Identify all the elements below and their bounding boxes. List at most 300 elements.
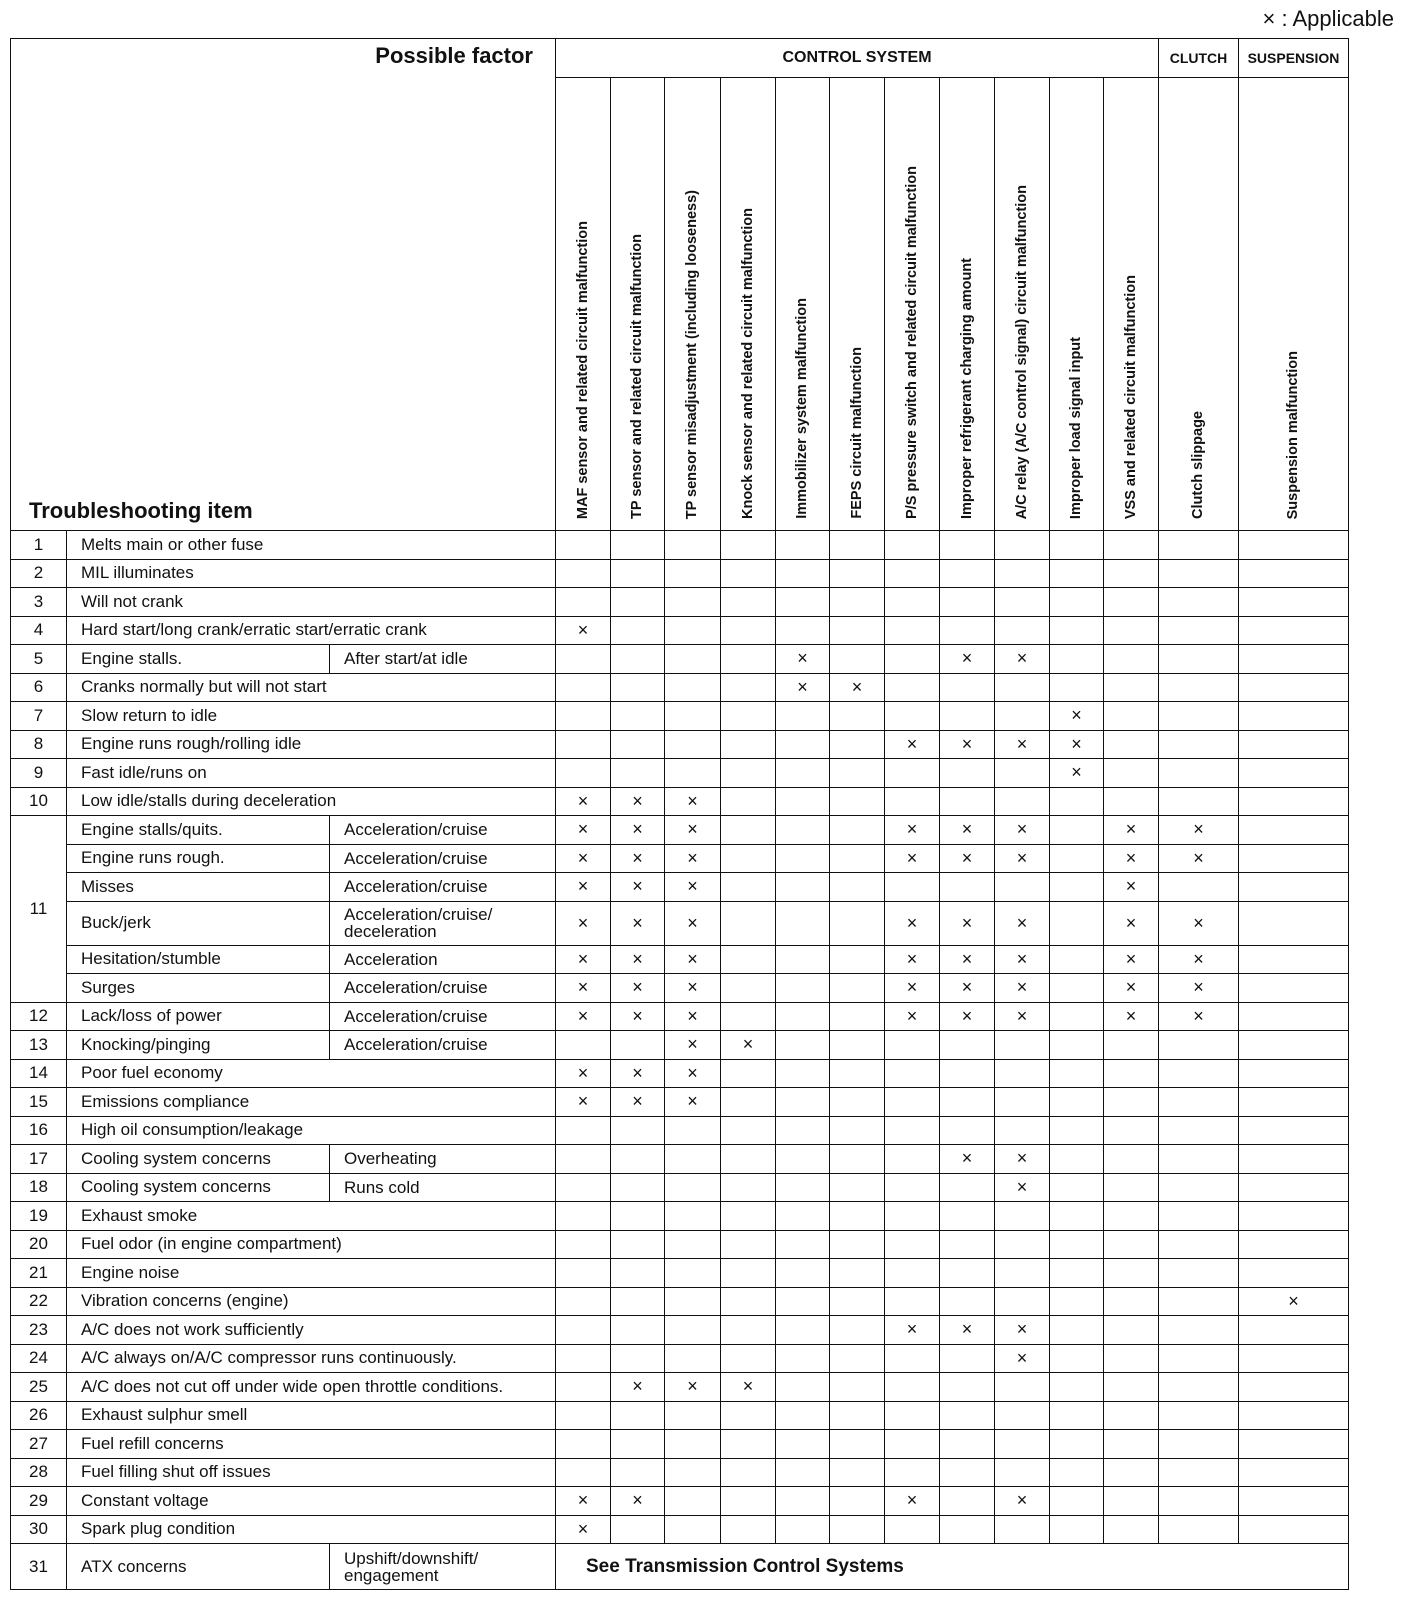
empty-cell — [830, 588, 885, 617]
factor-label: P/S pressure switch and related circuit malfunction — [903, 166, 920, 519]
condition-cell: Acceleration/cruise — [330, 1002, 556, 1031]
symptom-cell: Constant voltage — [67, 1487, 556, 1516]
empty-cell — [885, 1230, 940, 1259]
factor-label: Improper load signal input — [1068, 336, 1084, 519]
empty-cell — [721, 1430, 776, 1459]
applicable-mark: × — [995, 1316, 1050, 1345]
symptom-cell: Buck/jerk — [67, 901, 330, 945]
empty-cell — [1050, 844, 1104, 873]
empty-cell — [940, 873, 995, 902]
table-row — [11, 759, 1349, 788]
empty-cell — [1050, 616, 1104, 645]
legend-applicable: × : Applicable — [1262, 6, 1394, 31]
table-row — [11, 702, 1349, 731]
empty-cell — [776, 901, 830, 945]
empty-cell — [721, 945, 776, 974]
empty-cell — [885, 1430, 940, 1459]
table-row — [11, 787, 1349, 816]
empty-cell — [665, 673, 721, 702]
table-row — [11, 1259, 1349, 1288]
row-number: 31 — [11, 1544, 67, 1590]
empty-cell — [611, 1145, 665, 1174]
empty-cell — [665, 588, 721, 617]
row-number: 4 — [11, 616, 67, 645]
empty-cell — [1239, 1230, 1349, 1259]
factor-header — [1104, 78, 1159, 531]
factor-label: TP sensor misadjustment (including looseness) — [684, 189, 700, 519]
row-number: 15 — [11, 1088, 67, 1117]
empty-cell — [721, 787, 776, 816]
empty-cell — [1159, 1031, 1239, 1060]
empty-cell — [776, 1344, 830, 1373]
empty-cell — [830, 1287, 885, 1316]
applicable-mark: × — [995, 1344, 1050, 1373]
empty-cell — [665, 645, 721, 674]
empty-cell — [1159, 1059, 1239, 1088]
empty-cell — [1159, 1515, 1239, 1544]
applicable-mark: × — [995, 1487, 1050, 1516]
empty-cell — [611, 1287, 665, 1316]
table-row — [11, 1145, 1349, 1174]
applicable-mark: × — [721, 1373, 776, 1402]
factor-label: MAF sensor and related circuit malfunction — [574, 220, 591, 519]
empty-cell — [1050, 559, 1104, 588]
table-row — [11, 945, 1349, 974]
applicable-mark: × — [1104, 1002, 1159, 1031]
empty-cell — [1239, 531, 1349, 560]
symptom-cell: Cooling system concerns — [67, 1145, 330, 1174]
empty-cell — [1104, 588, 1159, 617]
empty-cell — [940, 559, 995, 588]
empty-cell — [830, 1373, 885, 1402]
table-row — [11, 1344, 1349, 1373]
empty-cell — [885, 1059, 940, 1088]
empty-cell — [776, 1373, 830, 1402]
row-number: 30 — [11, 1515, 67, 1544]
empty-cell — [1239, 1059, 1349, 1088]
symptom-cell: Fuel filling shut off issues — [67, 1458, 556, 1487]
symptom-cell: Engine stalls/quits. — [67, 816, 330, 845]
empty-cell — [721, 1145, 776, 1174]
empty-cell — [1050, 1002, 1104, 1031]
empty-cell — [776, 1287, 830, 1316]
empty-cell — [940, 1059, 995, 1088]
applicable-mark: × — [556, 901, 611, 945]
empty-cell — [776, 1230, 830, 1259]
empty-cell — [940, 1458, 995, 1487]
empty-cell — [1159, 759, 1239, 788]
empty-cell — [665, 531, 721, 560]
applicable-mark: × — [995, 945, 1050, 974]
empty-cell — [830, 1088, 885, 1117]
factor-header — [1239, 78, 1349, 531]
applicable-mark: × — [1159, 1002, 1239, 1031]
table-row — [11, 645, 1349, 674]
empty-cell — [721, 1116, 776, 1145]
empty-cell — [556, 1344, 611, 1373]
empty-cell — [995, 1031, 1050, 1060]
see-transmission-note: See Transmission Control Systems — [556, 1544, 1349, 1590]
empty-cell — [995, 1059, 1050, 1088]
empty-cell — [721, 1088, 776, 1117]
empty-cell — [776, 702, 830, 731]
empty-cell — [1104, 1059, 1159, 1088]
empty-cell — [556, 1401, 611, 1430]
condition-cell: Acceleration/cruise — [330, 873, 556, 902]
empty-cell — [885, 1031, 940, 1060]
empty-cell — [556, 1316, 611, 1345]
empty-cell — [1104, 1401, 1159, 1430]
empty-cell — [1159, 1487, 1239, 1516]
empty-cell — [1159, 588, 1239, 617]
empty-cell — [885, 616, 940, 645]
empty-cell — [885, 787, 940, 816]
empty-cell — [611, 1230, 665, 1259]
empty-cell — [1104, 1373, 1159, 1402]
empty-cell — [1239, 1430, 1349, 1459]
empty-cell — [1239, 1316, 1349, 1345]
empty-cell — [995, 559, 1050, 588]
applicable-mark: × — [995, 844, 1050, 873]
empty-cell — [1104, 1287, 1159, 1316]
factor-header — [665, 78, 721, 531]
factor-header — [995, 78, 1050, 531]
empty-cell — [830, 1059, 885, 1088]
empty-cell — [556, 1202, 611, 1231]
empty-cell — [611, 1401, 665, 1430]
empty-cell — [940, 1515, 995, 1544]
empty-cell — [776, 1059, 830, 1088]
empty-cell — [776, 559, 830, 588]
applicable-mark: × — [611, 844, 665, 873]
troubleshooting-matrix — [10, 38, 1349, 1590]
table-row — [11, 1202, 1349, 1231]
empty-cell — [721, 901, 776, 945]
empty-cell — [665, 1173, 721, 1202]
symptom-cell: A/C always on/A/C compressor runs continuously. — [67, 1344, 556, 1373]
empty-cell — [721, 1202, 776, 1231]
group-header-row — [11, 39, 1349, 78]
row-number: 18 — [11, 1173, 67, 1202]
empty-cell — [885, 673, 940, 702]
empty-cell — [665, 1116, 721, 1145]
factor-label: Knock sensor and related circuit malfunction — [739, 207, 756, 519]
empty-cell — [1050, 1116, 1104, 1145]
empty-cell — [1239, 588, 1349, 617]
empty-cell — [556, 1458, 611, 1487]
empty-cell — [940, 1401, 995, 1430]
empty-cell — [556, 559, 611, 588]
empty-cell — [830, 1202, 885, 1231]
applicable-mark: × — [1159, 974, 1239, 1003]
empty-cell — [830, 816, 885, 845]
row-number: 16 — [11, 1116, 67, 1145]
empty-cell — [830, 559, 885, 588]
applicable-mark: × — [611, 787, 665, 816]
empty-cell — [885, 1202, 940, 1231]
empty-cell — [721, 702, 776, 731]
row-number: 27 — [11, 1430, 67, 1459]
empty-cell — [1050, 1373, 1104, 1402]
empty-cell — [776, 1002, 830, 1031]
empty-cell — [665, 730, 721, 759]
empty-cell — [830, 974, 885, 1003]
empty-cell — [1159, 645, 1239, 674]
empty-cell — [776, 531, 830, 560]
empty-cell — [611, 1316, 665, 1345]
empty-cell — [1239, 844, 1349, 873]
empty-cell — [721, 1487, 776, 1516]
empty-cell — [611, 1430, 665, 1459]
empty-cell — [995, 616, 1050, 645]
possible-factor-label: Possible factor — [375, 43, 533, 68]
empty-cell — [1239, 1401, 1349, 1430]
empty-cell — [665, 559, 721, 588]
empty-cell — [830, 531, 885, 560]
empty-cell — [940, 1287, 995, 1316]
symptom-cell: Slow return to idle — [67, 702, 556, 731]
empty-cell — [556, 702, 611, 731]
applicable-mark: × — [611, 974, 665, 1003]
empty-cell — [830, 1401, 885, 1430]
empty-cell — [1050, 1287, 1104, 1316]
empty-cell — [665, 1487, 721, 1516]
empty-cell — [611, 1031, 665, 1060]
table-row — [11, 1515, 1349, 1544]
symptom-cell: Engine noise — [67, 1259, 556, 1288]
applicable-mark: × — [665, 1059, 721, 1088]
factor-header — [776, 78, 830, 531]
empty-cell — [995, 1458, 1050, 1487]
empty-cell — [1159, 1344, 1239, 1373]
applicable-mark: × — [611, 1059, 665, 1088]
empty-cell — [885, 1287, 940, 1316]
applicable-mark: × — [885, 844, 940, 873]
empty-cell — [721, 1173, 776, 1202]
row-number: 8 — [11, 730, 67, 759]
empty-cell — [721, 616, 776, 645]
applicable-mark: × — [995, 1173, 1050, 1202]
empty-cell — [556, 1173, 611, 1202]
factor-label: VSS and related circuit malfunction — [1122, 274, 1139, 519]
condition-cell: Acceleration/cruise — [330, 844, 556, 873]
table-row — [11, 844, 1349, 873]
applicable-mark: × — [1104, 844, 1159, 873]
factor-label: Clutch slippage — [1190, 411, 1206, 519]
empty-cell — [885, 1259, 940, 1288]
empty-cell — [1050, 673, 1104, 702]
empty-cell — [776, 844, 830, 873]
applicable-mark: × — [995, 1002, 1050, 1031]
table-row — [11, 1088, 1349, 1117]
group-header-clutch: CLUTCH — [1159, 39, 1239, 78]
empty-cell — [1050, 531, 1104, 560]
empty-cell — [611, 730, 665, 759]
empty-cell — [830, 1173, 885, 1202]
row-number: 6 — [11, 673, 67, 702]
empty-cell — [995, 588, 1050, 617]
applicable-mark: × — [1050, 702, 1104, 731]
table-row — [11, 1059, 1349, 1088]
applicable-mark: × — [885, 901, 940, 945]
applicable-mark: × — [556, 974, 611, 1003]
applicable-mark: × — [1159, 816, 1239, 845]
empty-cell — [776, 816, 830, 845]
empty-cell — [1050, 787, 1104, 816]
table-row — [11, 873, 1349, 902]
empty-cell — [776, 1031, 830, 1060]
symptom-cell: Emissions compliance — [67, 1088, 556, 1117]
empty-cell — [995, 1401, 1050, 1430]
table-row — [11, 730, 1349, 759]
applicable-mark: × — [556, 1059, 611, 1088]
symptom-cell: Spark plug condition — [67, 1515, 556, 1544]
empty-cell — [1239, 901, 1349, 945]
empty-cell — [776, 1316, 830, 1345]
applicable-mark: × — [556, 787, 611, 816]
empty-cell — [1104, 1145, 1159, 1174]
applicable-mark: × — [1239, 1287, 1349, 1316]
empty-cell — [1159, 616, 1239, 645]
empty-cell — [1050, 1173, 1104, 1202]
empty-cell — [830, 787, 885, 816]
empty-cell — [665, 1430, 721, 1459]
empty-cell — [1159, 1430, 1239, 1459]
empty-cell — [1104, 1259, 1159, 1288]
empty-cell — [830, 901, 885, 945]
header-corner-cell — [11, 39, 556, 531]
table-row — [11, 588, 1349, 617]
applicable-mark: × — [556, 945, 611, 974]
empty-cell — [885, 1458, 940, 1487]
empty-cell — [1104, 673, 1159, 702]
empty-cell — [940, 1373, 995, 1402]
empty-cell — [556, 1116, 611, 1145]
empty-cell — [721, 645, 776, 674]
row-number: 22 — [11, 1287, 67, 1316]
empty-cell — [1159, 1088, 1239, 1117]
row-number: 2 — [11, 559, 67, 588]
empty-cell — [721, 1316, 776, 1345]
empty-cell — [1104, 1202, 1159, 1231]
empty-cell — [1239, 873, 1349, 902]
empty-cell — [665, 1230, 721, 1259]
symptom-cell: Will not crank — [67, 588, 556, 617]
empty-cell — [611, 531, 665, 560]
empty-cell — [1159, 1373, 1239, 1402]
empty-cell — [995, 1230, 1050, 1259]
applicable-mark: × — [776, 673, 830, 702]
table-row — [11, 1458, 1349, 1487]
empty-cell — [721, 1287, 776, 1316]
empty-cell — [885, 759, 940, 788]
row-number: 9 — [11, 759, 67, 788]
empty-cell — [885, 1173, 940, 1202]
empty-cell — [556, 588, 611, 617]
symptom-cell: Engine runs rough. — [67, 844, 330, 873]
empty-cell — [1104, 1430, 1159, 1459]
applicable-mark: × — [665, 873, 721, 902]
row-number: 25 — [11, 1373, 67, 1402]
applicable-mark: × — [830, 673, 885, 702]
empty-cell — [776, 1202, 830, 1231]
empty-cell — [1159, 873, 1239, 902]
applicable-mark: × — [940, 945, 995, 974]
table-row — [11, 1116, 1349, 1145]
table-row — [11, 1401, 1349, 1430]
applicable-mark: × — [995, 645, 1050, 674]
table-row — [11, 1373, 1349, 1402]
empty-cell — [1104, 559, 1159, 588]
empty-cell — [1159, 673, 1239, 702]
empty-cell — [940, 1173, 995, 1202]
empty-cell — [556, 531, 611, 560]
empty-cell — [556, 1287, 611, 1316]
empty-cell — [830, 1430, 885, 1459]
table-row — [11, 1173, 1349, 1202]
empty-cell — [885, 1088, 940, 1117]
factor-header — [721, 78, 776, 531]
applicable-mark: × — [556, 844, 611, 873]
empty-cell — [1159, 730, 1239, 759]
empty-cell — [940, 616, 995, 645]
table-row — [11, 1230, 1349, 1259]
empty-cell — [611, 1173, 665, 1202]
row-number: 29 — [11, 1487, 67, 1516]
empty-cell — [776, 974, 830, 1003]
empty-cell — [665, 1145, 721, 1174]
applicable-mark: × — [611, 816, 665, 845]
row-number: 5 — [11, 645, 67, 674]
empty-cell — [776, 730, 830, 759]
empty-cell — [556, 1230, 611, 1259]
empty-cell — [1239, 1458, 1349, 1487]
factor-label: Improper refrigerant charging amount — [958, 257, 975, 519]
empty-cell — [1050, 645, 1104, 674]
applicable-mark: × — [1050, 759, 1104, 788]
row-number: 17 — [11, 1145, 67, 1174]
applicable-mark: × — [995, 901, 1050, 945]
row-number: 13 — [11, 1031, 67, 1060]
row-number: 1 — [11, 531, 67, 560]
empty-cell — [1239, 616, 1349, 645]
empty-cell — [721, 559, 776, 588]
table-row — [11, 1002, 1349, 1031]
applicable-mark: × — [885, 1487, 940, 1516]
applicable-mark: × — [556, 1088, 611, 1117]
empty-cell — [1159, 1116, 1239, 1145]
empty-cell — [1159, 1458, 1239, 1487]
empty-cell — [1239, 730, 1349, 759]
empty-cell — [940, 1259, 995, 1288]
empty-cell — [1050, 1401, 1104, 1430]
condition-cell: Acceleration/cruise — [330, 974, 556, 1003]
symptom-cell: High oil consumption/leakage — [67, 1116, 556, 1145]
empty-cell — [830, 730, 885, 759]
symptom-cell: Fuel odor (in engine compartment) — [67, 1230, 556, 1259]
empty-cell — [1159, 1202, 1239, 1231]
empty-cell — [611, 759, 665, 788]
empty-cell — [1050, 1259, 1104, 1288]
empty-cell — [1239, 1031, 1349, 1060]
applicable-mark: × — [556, 816, 611, 845]
empty-cell — [1159, 559, 1239, 588]
applicable-mark: × — [611, 1373, 665, 1402]
applicable-mark: × — [665, 1002, 721, 1031]
table-row — [11, 1430, 1349, 1459]
empty-cell — [885, 531, 940, 560]
applicable-mark: × — [940, 974, 995, 1003]
